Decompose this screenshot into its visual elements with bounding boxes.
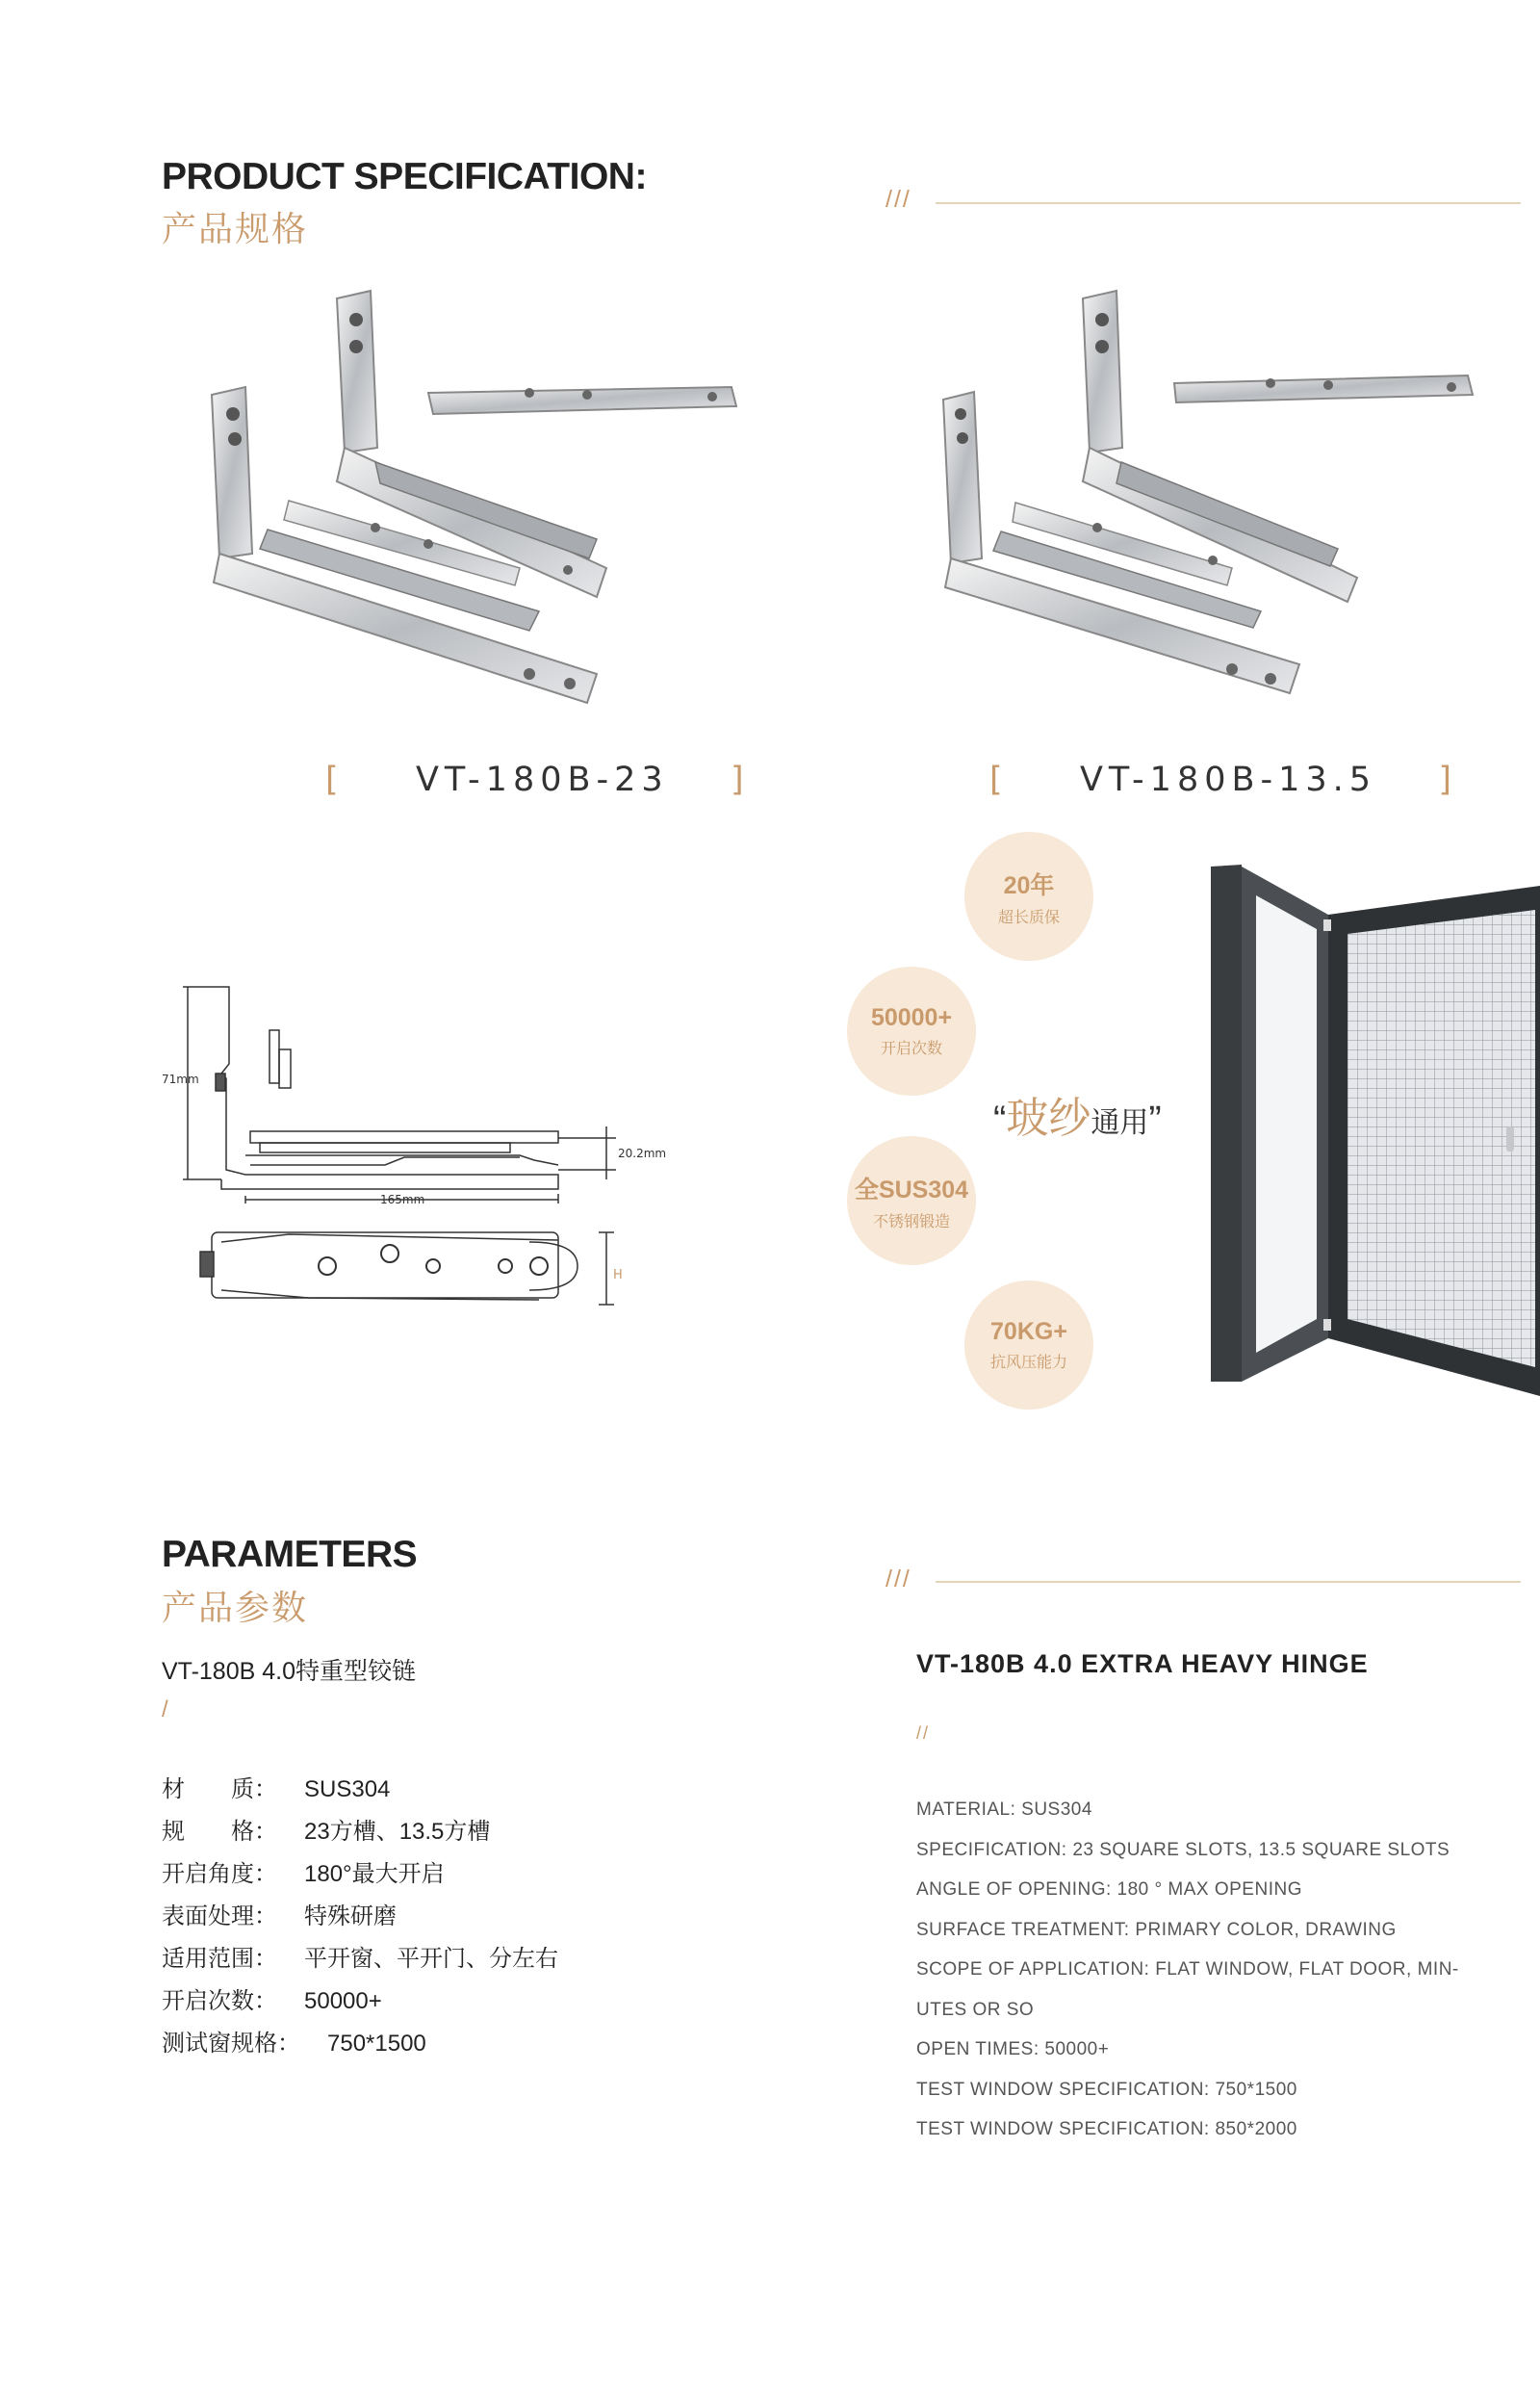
badge-wind [964, 1281, 1093, 1410]
hinge-image-13-5 [924, 279, 1482, 732]
spec-row-size [162, 1812, 490, 1846]
badge-small: 超长质保 [997, 909, 1060, 926]
left-params-title: VT-180B 4.0特重型铰链 [162, 1658, 416, 1685]
dim-height: 71mm [162, 1073, 199, 1086]
badge-big: 20年 [1003, 871, 1055, 899]
en-row: TEST WINDOW SPECIFICATION: 750*1500 [916, 2080, 1297, 2100]
en-row: MATERIAL: SUS304 [916, 1799, 1092, 1820]
dim-width: 165mm [380, 1193, 425, 1206]
spec-row-angle [162, 1854, 445, 1888]
spec-label: 开启角度： [162, 1861, 277, 1887]
right-params-title: VT-180B 4.0 EXTRA HEAVY HINGE [916, 1649, 1369, 1678]
spec-row-test [162, 2024, 426, 2058]
spec-value: 750*1500 [327, 2031, 426, 2057]
spec-divider [936, 202, 1521, 204]
spec-value: 180°最大开启 [304, 1861, 445, 1887]
spec-title-en: PRODUCT SPECIFICATION: [162, 156, 647, 197]
tagline-close-quote: ” [1148, 1099, 1162, 1141]
model-name-2: VT-180B-13.5 [1079, 761, 1377, 799]
badge-cycles [847, 967, 976, 1096]
model-label-2 [989, 761, 1457, 799]
spec-row-surface [162, 1897, 397, 1930]
en-row: SURFACE TREATMENT: PRIMARY COLOR, DRAWING [916, 1920, 1397, 1940]
bracket-close: ] [730, 761, 750, 799]
spec-row-material [162, 1770, 390, 1803]
spec-label: 规 格： [162, 1819, 277, 1845]
left-params-slash: / [162, 1696, 170, 1722]
badge-big: 50000+ [870, 1004, 953, 1031]
dim-thickness: 20.2mm [618, 1147, 667, 1160]
badge-small: 不锈钢锻造 [872, 1213, 950, 1230]
model-label-1 [325, 761, 750, 799]
bracket-open: [ [325, 761, 345, 799]
badge-big: 70KG+ [990, 1318, 1067, 1345]
spec-label: 开启次数： [162, 1988, 277, 2014]
spec-label: 测试窗规格： [162, 2031, 300, 2057]
model-name-1: VT-180B-23 [415, 761, 669, 799]
technical-drawing [154, 972, 693, 1329]
spec-row-scope [162, 1939, 558, 1973]
spec-label: 表面处理： [162, 1903, 277, 1929]
spec-title-cn: 产品规格 [162, 209, 309, 248]
tagline-open-quote: “ [993, 1099, 1007, 1141]
params-slashes: /// [886, 1566, 911, 1592]
spec-value: 平开窗、平开门、分左右 [304, 1946, 558, 1972]
params-divider [936, 1581, 1521, 1583]
en-row: ANGLE OF OPENING: 180 ° MAX OPENING [916, 1879, 1302, 1900]
spec-value: 特殊研磨 [304, 1903, 397, 1929]
right-params-slash: // [916, 1723, 931, 1743]
spec-value: 50000+ [304, 1988, 382, 2014]
tagline-sub: 通用 [1091, 1107, 1149, 1139]
badge-material [847, 1136, 976, 1265]
en-row: UTES OR SO [916, 2000, 1035, 2020]
en-row: SPECIFICATION: 23 SQUARE SLOTS, 13.5 SQUARE SLOTS [916, 1840, 1450, 1860]
bracket-open: [ [989, 761, 1009, 799]
badge-small: 开启次数 [880, 1041, 942, 1057]
bracket-close: ] [1438, 761, 1457, 799]
spec-row-cycles [162, 1981, 382, 2015]
tagline [993, 1083, 1162, 1145]
spec-value: SUS304 [304, 1776, 391, 1802]
en-row: SCOPE OF APPLICATION: FLAT WINDOW, FLAT DOOR, MIN- [916, 1959, 1459, 1980]
badge-big: 全SUS304 [854, 1176, 969, 1204]
spec-label: 材 质： [162, 1776, 277, 1802]
en-row: TEST WINDOW SPECIFICATION: 850*2000 [916, 2119, 1297, 2139]
badge-small: 抗风压能力 [989, 1355, 1067, 1371]
window-image [1203, 857, 1540, 1396]
params-title-cn: 产品参数 [162, 1588, 309, 1627]
spec-slashes: /// [886, 186, 911, 213]
dim-h: H [613, 1268, 623, 1282]
spec-label: 适用范围： [162, 1946, 277, 1972]
spec-value: 23方槽、13.5方槽 [304, 1819, 491, 1845]
hinge-image-23 [192, 279, 751, 732]
en-row: OPEN TIMES: 50000+ [916, 2039, 1110, 2059]
badge-warranty [964, 832, 1093, 961]
params-title-en: PARAMETERS [162, 1534, 418, 1575]
tagline-main: 玻纱 [1006, 1095, 1091, 1142]
